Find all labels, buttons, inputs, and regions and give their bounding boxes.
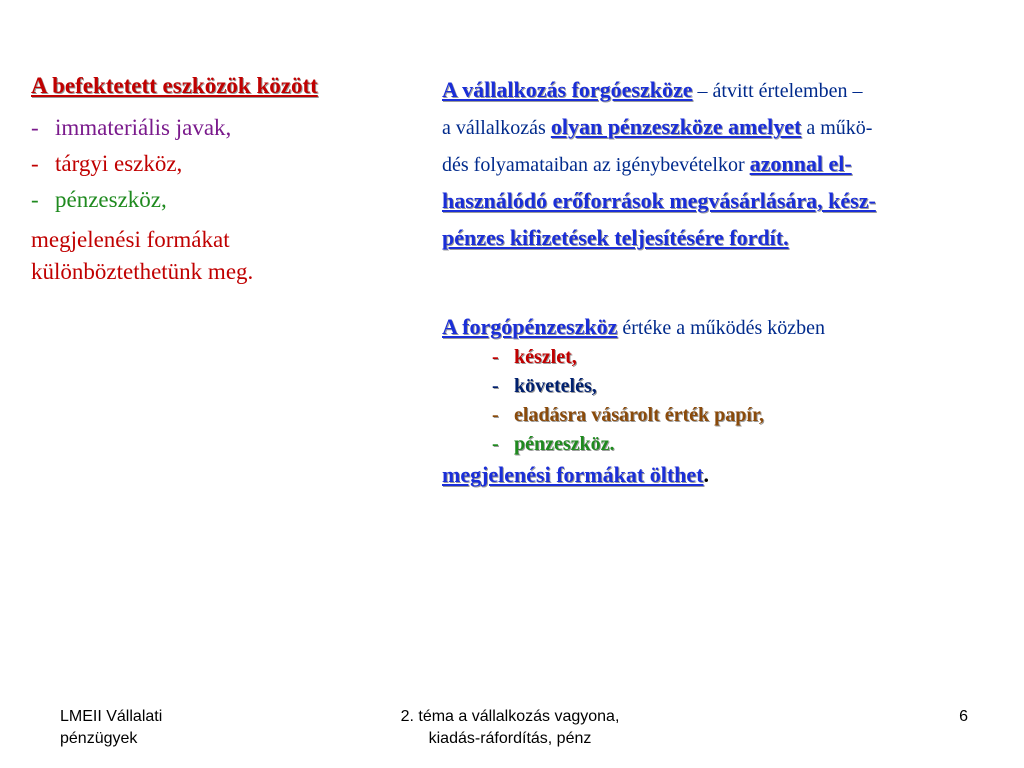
list-item — [31, 182, 411, 218]
list-item-label: pénzeszköz, — [55, 187, 167, 212]
footer-course-name — [60, 706, 260, 750]
list-item-label: tárgyi eszköz, — [55, 151, 183, 176]
conclusion-text: megjelenési formákat ölthet — [442, 462, 704, 487]
list-item-label: követelés, — [514, 375, 597, 397]
right-bullet-list — [492, 343, 1002, 459]
list-item-label: készlet, — [514, 346, 577, 368]
current-assets-section — [442, 312, 1002, 491]
left-column — [31, 70, 411, 288]
left-description — [31, 224, 411, 288]
highlight-run: használódó erőforrások megvásárlására, kész- — [442, 188, 876, 213]
bullet-dash: - — [492, 346, 499, 368]
footer-line: pénzügyek — [60, 730, 138, 747]
section-heading-line — [442, 312, 1002, 343]
section-conclusion — [442, 459, 1002, 491]
bullet-dash: - — [31, 151, 39, 176]
section-term: A forgópénzeszköz — [442, 314, 618, 339]
page-number: 6 — [959, 708, 968, 725]
left-bullet-list — [31, 110, 411, 218]
footer-topic — [360, 706, 660, 750]
footer-line: kiadás-ráfordítás, pénz — [428, 730, 592, 747]
bullet-dash: - — [492, 433, 499, 455]
list-item — [492, 430, 1002, 459]
bullet-dash: - — [492, 375, 499, 397]
paragraph-line — [442, 146, 1008, 183]
bullet-dash: - — [31, 187, 39, 212]
paragraph-line — [442, 109, 1008, 146]
text-run: a műkö- — [801, 117, 873, 139]
paragraph-line — [442, 72, 1008, 109]
footer-line: LMEII Vállalati — [60, 708, 163, 725]
definition-term: A vállalkozás forgóeszköze — [442, 77, 693, 102]
left-desc-line: megjelenési formákat — [31, 227, 230, 252]
text-run: dés folyamataiban az igénybevételkor — [442, 154, 750, 176]
paragraph-line — [442, 220, 1008, 257]
highlight-run: azonnal el- — [749, 151, 852, 176]
footer-line: 2. téma a vállalkozás vagyona, — [400, 708, 620, 725]
bullet-dash: - — [492, 404, 499, 426]
text-run: – átvitt értelemben – — [692, 80, 863, 102]
list-item — [492, 343, 1002, 372]
list-item — [31, 146, 411, 182]
definition-paragraph — [442, 72, 1008, 257]
left-desc-line: különböztethetünk meg. — [31, 259, 254, 284]
text-run: a vállalkozás — [442, 117, 551, 139]
highlight-run: olyan pénzeszköze amelyet — [550, 114, 802, 139]
highlight-run: pénzes kifizetések teljesítésére fordít. — [442, 225, 789, 250]
list-item — [492, 372, 1002, 401]
conclusion-period: . — [703, 462, 709, 487]
left-heading: A befektetett eszközök között — [31, 73, 318, 98]
list-item — [492, 401, 1002, 430]
list-item-label: eladásra vásárolt érték papír, — [514, 404, 764, 426]
text-run: értéke a működés közben — [617, 317, 826, 339]
list-item — [31, 110, 411, 146]
bullet-dash: - — [31, 115, 39, 140]
paragraph-line — [442, 183, 1008, 220]
list-item-label: pénzeszköz. — [514, 433, 615, 455]
list-item-label: immateriális javak, — [55, 115, 232, 140]
